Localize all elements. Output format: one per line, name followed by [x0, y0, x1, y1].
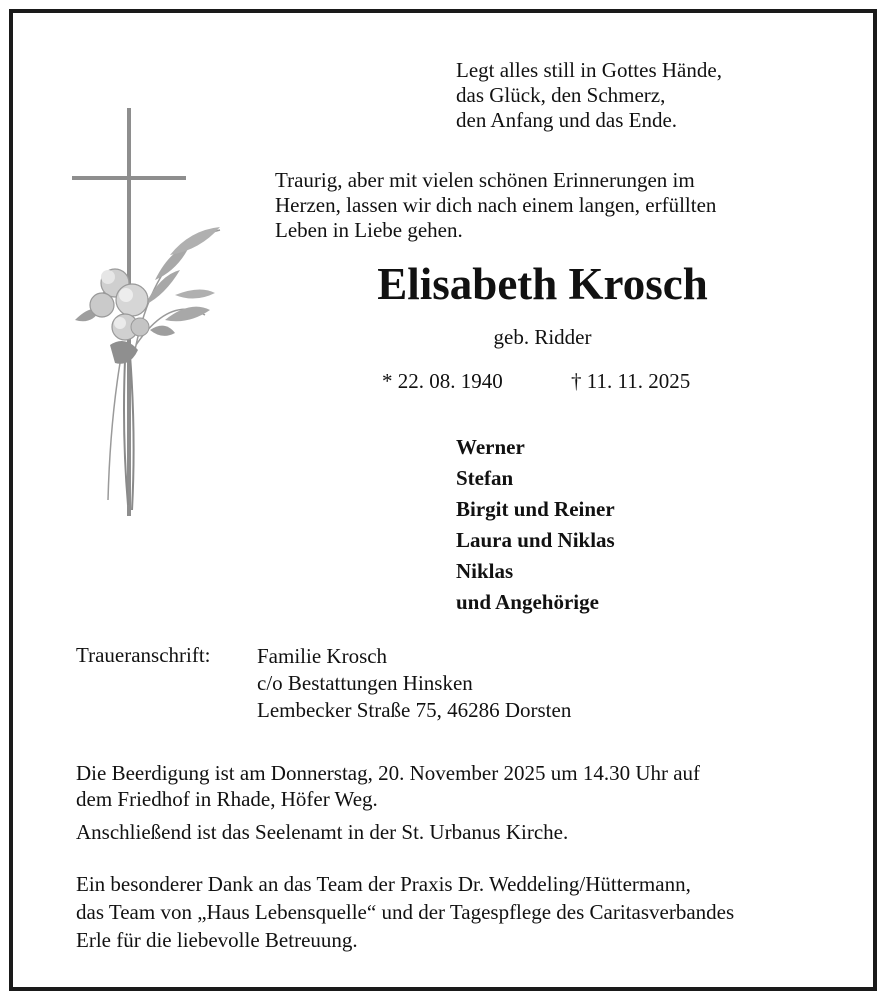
funeral-line: dem Friedhof in Rhade, Höfer Weg.	[76, 787, 378, 811]
maiden-name: geb. Ridder	[493, 325, 592, 349]
poem-line: den Anfang und das Ende.	[456, 108, 678, 132]
funeral-notice	[76, 760, 700, 812]
deceased-name: Elisabeth Krosch	[377, 259, 708, 309]
mourning-address	[257, 643, 571, 724]
mourner: Stefan	[456, 466, 514, 490]
thanks-line: Ein besonderer Dank an das Team der Praxis Dr. Weddeling/Hüttermann,	[76, 872, 691, 896]
intro-line: Leben in Liebe gehen.	[275, 218, 463, 242]
mourner: Laura und Niklas	[456, 528, 615, 552]
poem-line: das Glück, den Schmerz,	[456, 83, 666, 107]
thanks-line: das Team von „Haus Lebensquelle“ und der Tagespflege des Caritasverbandes	[76, 900, 735, 924]
intro-line: Traurig, aber mit vielen schönen Erinnerungen im	[275, 168, 695, 192]
address-line: Familie Krosch	[257, 644, 388, 668]
thanks-line: Erle für die liebevolle Betreuung.	[76, 928, 358, 952]
mourner: Werner	[456, 435, 525, 459]
death-date: † 11. 11. 2025	[571, 369, 691, 393]
mourners-list	[456, 432, 615, 618]
address-line: c/o Bestattungen Hinsken	[257, 671, 473, 695]
mourner: Birgit und Reiner	[456, 497, 615, 521]
intro-line: Herzen, lassen wir dich nach einem langen, erfüllten	[275, 193, 717, 217]
thanks-text	[76, 870, 734, 954]
mourner: und Angehörige	[456, 590, 599, 614]
cross-with-flowers-icon	[70, 105, 235, 520]
mourner: Niklas	[456, 559, 514, 583]
funeral-line: Die Beerdigung ist am Donnerstag, 20. November 2025 um 14.30 Uhr auf	[76, 761, 701, 785]
intro-text	[275, 168, 716, 243]
poem	[456, 58, 722, 133]
birth-date: * 22. 08. 1940	[382, 369, 503, 393]
address-line: Lembecker Straße 75, 46286 Dorsten	[257, 698, 572, 722]
address-label: Traueranschrift:	[76, 643, 211, 667]
poem-line: Legt alles still in Gottes Hände,	[456, 58, 722, 82]
requiem-notice: Anschließend ist das Seelenamt in der St. Urbanus Kirche.	[76, 820, 569, 844]
